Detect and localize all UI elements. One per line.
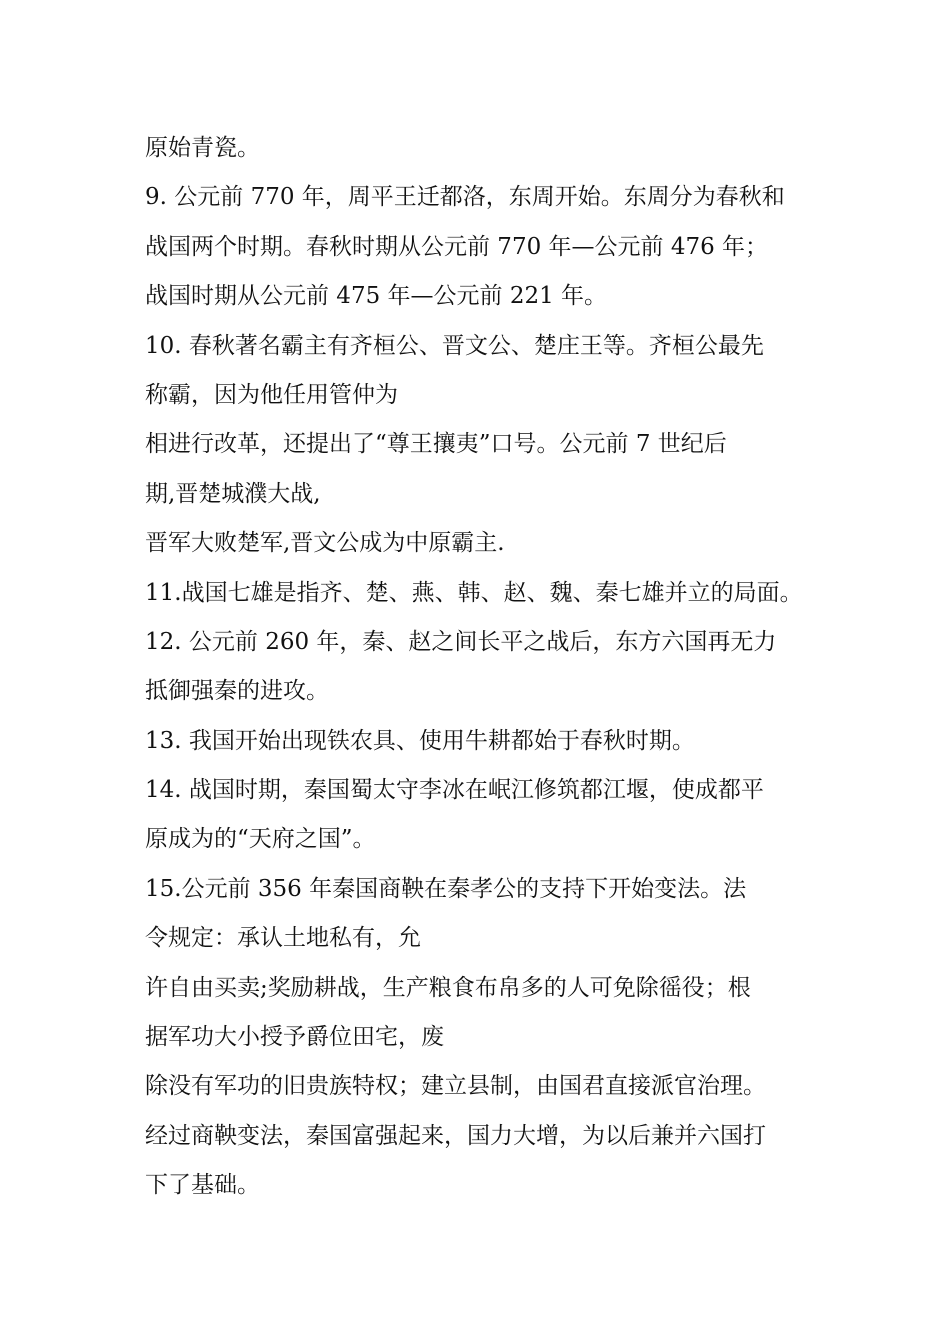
document-body [145, 124, 815, 1211]
text-line: 原始青瓷。 [145, 135, 260, 161]
text-line: 14. 战国时期，秦国蜀太守李冰在岷江修筑都江堰，使成都平 [145, 777, 764, 804]
text-line: 原成为的“天府之国”。 [145, 826, 376, 853]
text-line: 经过商鞅变法，秦国富强起来，国力大增，为以后兼并六国打 [145, 1122, 766, 1149]
text-line: 12. 公元前 260 年，秦、赵之间长平之战后，东方六国再无力 [145, 628, 777, 655]
text-line: 11.战国七雄是指齐、楚、燕、韩、赵、魏、秦七雄并立的局面。 [145, 579, 803, 606]
text-line: 战国时期从公元前 475 年—公元前 221 年。 [145, 283, 608, 310]
text-line: 15.公元前 356 年秦国商鞅在秦孝公的支持下开始变法。法 [145, 875, 747, 902]
text-line: 9. 公元前 770 年，周平王迁都洛，东周开始。东周分为春秋和 [145, 184, 785, 211]
text-line: 相进行改革，还提出了“尊王攘夷”口号。公元前 7 世纪后 [145, 431, 727, 458]
text-line: 下了基础。 [145, 1172, 260, 1199]
text-line: 战国两个时期。春秋时期从公元前 770 年—公元前 476 年； [145, 233, 769, 260]
text-line: 除没有军功的旧贵族特权；建立县制，由国君直接派官治理。 [145, 1073, 766, 1100]
text-line: 13. 我国开始出现铁农具、使用牛耕都始于春秋时期。 [145, 727, 695, 754]
text-line: 10. 春秋著名霸主有齐桓公、晋文公、楚庄王等。齐桓公最先 [145, 332, 764, 359]
text-line: 据军功大小授予爵位田宅，废 [145, 1024, 444, 1051]
text-line: 晋军大败楚军,晋文公成为中原霸主. [145, 530, 505, 557]
text-line: 称霸，因为他任用管仲为 [145, 381, 398, 408]
text-line: 抵御强秦的进攻。 [145, 678, 329, 705]
text-line: 令规定：承认土地私有，允 [145, 925, 421, 952]
text-line: 期,晋楚城濮大战, [145, 480, 321, 507]
text-line: 许自由买卖;奖励耕战，生产粮食布帛多的人可免除徭役；根 [145, 974, 751, 1001]
